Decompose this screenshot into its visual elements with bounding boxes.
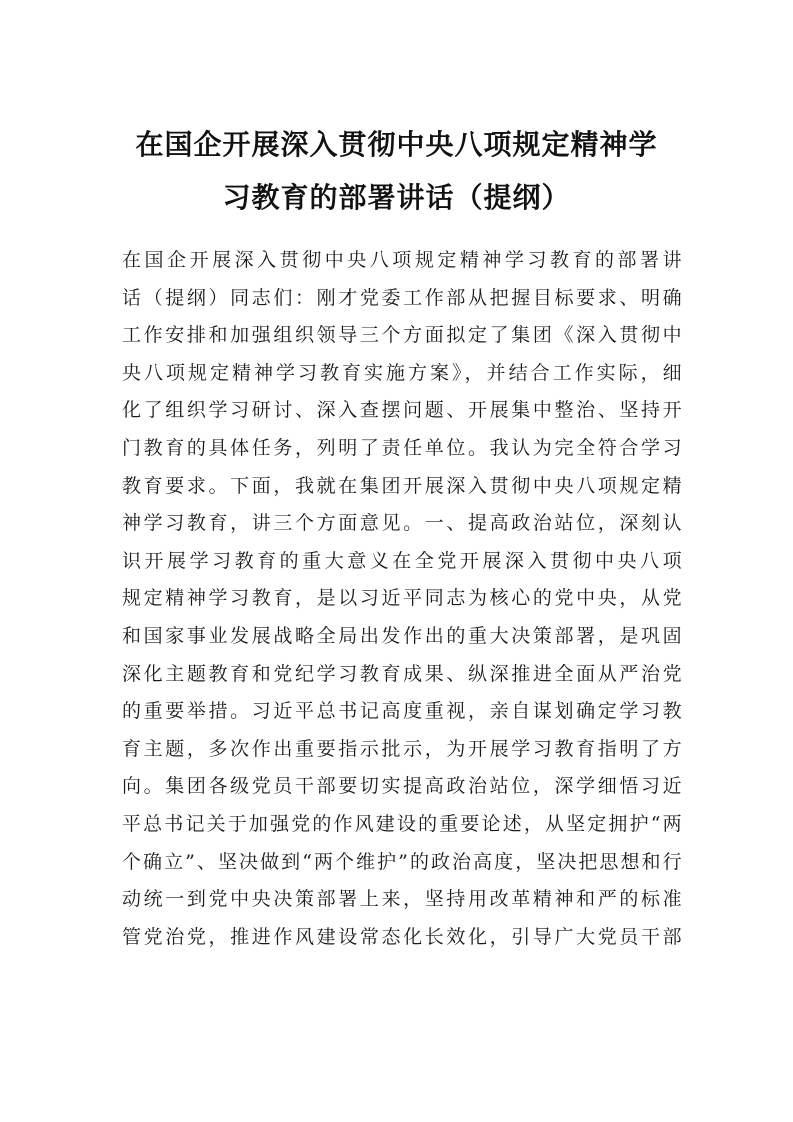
body-line: 识开展学习教育的重大意义在全党开展深入贯彻中央八项 (122, 549, 682, 572)
body-line: 向。集团各级党员干部要切实提高政治站位，深学细悟习近 (122, 775, 682, 798)
body-line: 教育要求。下面，我就在集团开展深入贯彻中央八项规定精 (122, 474, 682, 497)
body-line: 和国家事业发展战略全局出发作出的重大决策部署，是巩固 (122, 624, 682, 647)
body-line: 神学习教育，讲三个方面意见。一、提高政治站位，深刻认 (122, 512, 682, 535)
body-line: 深化主题教育和党纪学习教育成果、纵深推进全面从严治党 (122, 662, 682, 685)
body-line: 规定精神学习教育，是以习近平同志为核心的党中央，从党 (122, 587, 682, 610)
document-body (122, 242, 682, 956)
body-line: 央八项规定精神学习教育实施方案》，并结合工作实际，细 (122, 361, 682, 384)
body-line: 在国企开展深入贯彻中央八项规定精神学习教育的部署讲 (122, 249, 682, 271)
body-line: 的重要举措。习近平总书记高度重视，亲自谋划确定学习教 (122, 700, 682, 723)
title-line-2: 习教育的部署讲话（提纲） (222, 181, 571, 214)
document-title (110, 118, 683, 224)
title-line-1: 在国企开展深入贯彻中央八项规定精神学 (135, 128, 658, 161)
body-line: 门教育的具体任务，列明了责任单位。我认为完全符合学习 (122, 436, 682, 459)
body-line: 化了组织学习研讨、深入查摆问题、开展集中整治、坚持开 (122, 399, 682, 422)
body-line: 话（提纲）同志们：刚才党委工作部从把握目标要求、明确 (122, 286, 682, 309)
body-line: 平总书记关于加强党的作风建设的重要论述，从坚定拥护“两 (122, 812, 682, 835)
body-line: 动统一到党中央决策部署上来，坚持用改革精神和严的标准 (122, 888, 682, 911)
body-line: 管党治党，推进作风建设常态化长效化，引导广大党员干部 (122, 925, 682, 948)
body-line: 育主题，多次作出重要指示批示，为开展学习教育指明了方 (122, 737, 682, 760)
body-line: 工作安排和加强组织领导三个方面拟定了集团《深入贯彻中 (122, 324, 682, 347)
body-line: 个确立”、坚决做到“两个维护”的政治高度，坚决把思想和行 (122, 850, 682, 873)
